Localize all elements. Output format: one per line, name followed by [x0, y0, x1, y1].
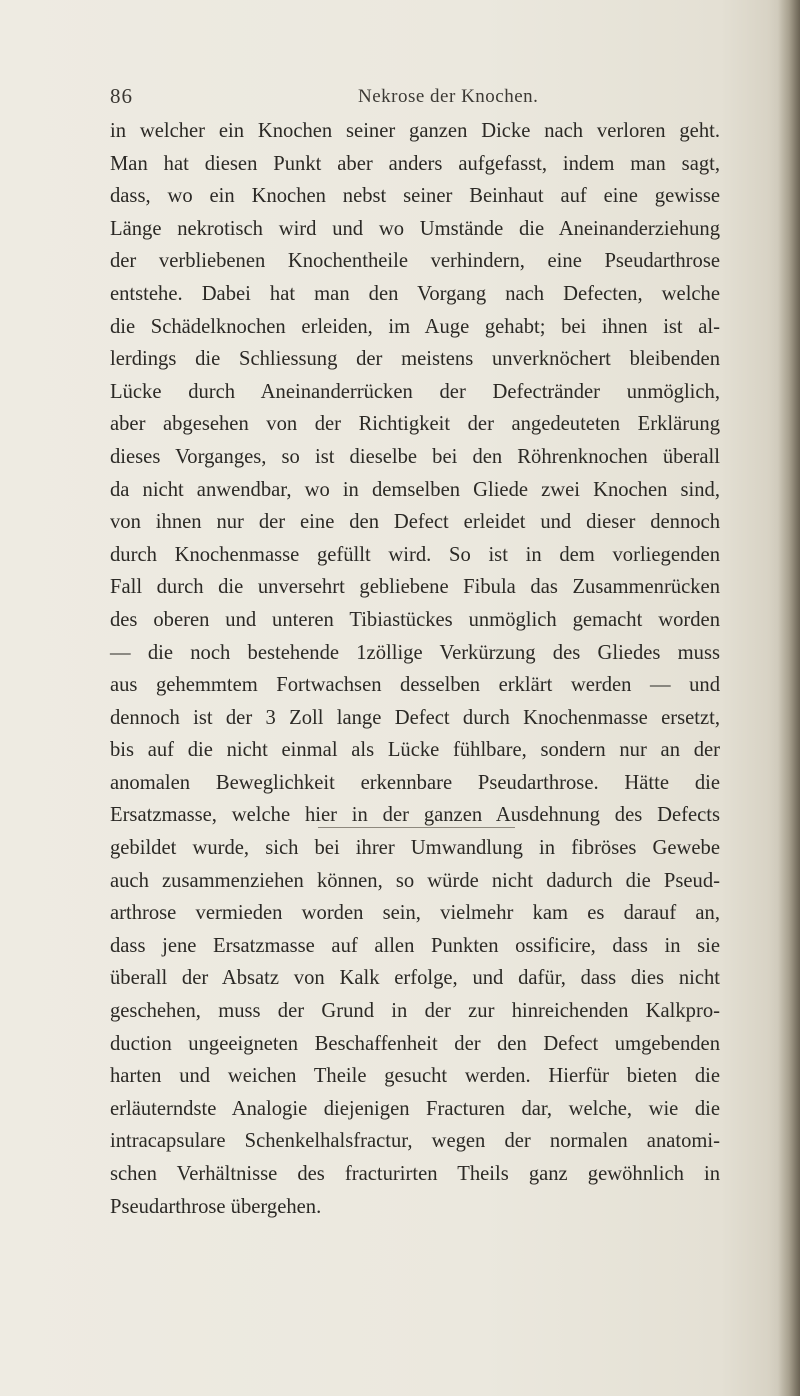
- text-line: Lücke durch Aneinanderrücken der Defectränder unmöglich,: [110, 380, 720, 403]
- text-line: aber abgesehen von der Richtigkeit der angedeuteten Erklärung: [110, 413, 720, 436]
- text-line: harten und weichen Theile gesucht werden. Hierfür bieten die: [110, 1065, 720, 1088]
- text-line: da nicht anwendbar, wo in demselben Gliede zwei Knochen sind,: [110, 478, 720, 501]
- text-line: dass, wo ein Knochen nebst seiner Beinhaut auf eine gewisse: [110, 185, 720, 208]
- text-line: dennoch ist der 3 Zoll lange Defect durch Knochenmasse ersetzt,: [110, 706, 720, 729]
- text-line: Man hat diesen Punkt aber anders aufgefasst, indem man sagt,: [110, 152, 720, 175]
- text-line: geschehen, muss der Grund in der zur hinreichenden Kalkpro-: [110, 1000, 720, 1023]
- text-line: arthrose vermieden worden sein, vielmehr kam es darauf an,: [110, 902, 720, 925]
- text-line: auch zusammenziehen können, so würde nicht dadurch die Pseud-: [110, 869, 720, 892]
- text-line: intracapsulare Schenkelhalsfractur, wegen der normalen anatomi-: [110, 1130, 720, 1153]
- page-edge-shadow: [778, 0, 800, 1396]
- text-line: die Schädelknochen erleiden, im Auge gehabt; bei ihnen ist al-: [110, 315, 720, 338]
- text-line: dieses Vorganges, so ist dieselbe bei den Röhrenknochen überall: [110, 445, 720, 468]
- text-line: schen Verhältnisse des fracturirten Theils ganz gewöhnlich in: [110, 1163, 720, 1185]
- text-line: dass jene Ersatzmasse auf allen Punkten ossificire, dass in sie: [110, 934, 720, 957]
- text-line: lerdings die Schliessung der meistens unverknöchert bleibenden: [110, 348, 720, 371]
- text-line: Ersatzmasse, welche hier in der ganzen Ausdehnung des Defects: [110, 804, 720, 827]
- text-line: von ihnen nur der eine den Defect erleidet und dieser dennoch: [110, 511, 720, 534]
- text-line: Fall durch die unversehrt gebliebene Fibula das Zusammenrücken: [110, 576, 720, 599]
- text-line: bis auf die nicht einmal als Lücke fühlbare, sondern nur an der: [110, 739, 720, 762]
- text-line: gebildet wurde, sich bei ihrer Umwandlung in fibröses Gewebe: [110, 837, 720, 860]
- text-line: erläuterndste Analogie diejenigen Fracturen dar, welche, wie die: [110, 1097, 720, 1120]
- text-line: duction ungeeigneten Beschaffenheit der den Defect umgebenden: [110, 1032, 720, 1055]
- text-line: Länge nekrotisch wird und wo Umstände die Aneinanderziehung: [110, 217, 720, 240]
- text-line: überall der Absatz von Kalk erfolge, und dafür, dass dies nicht: [110, 967, 720, 990]
- section-divider: [318, 827, 515, 828]
- text-line: der verbliebenen Knochentheile verhindern, eine Pseudarthrose: [110, 250, 720, 273]
- text-line: aus gehemmtem Fortwachsen desselben erklärt werden — und: [110, 674, 720, 697]
- text-line: anomalen Beweglichkeit erkennbare Pseudarthrose. Hätte die: [110, 771, 720, 794]
- page-number: 86: [110, 84, 133, 108]
- running-title: Nekrose der Knochen.: [358, 86, 539, 107]
- body-text: [110, 115, 720, 1223]
- text-line: — die noch bestehende 1zöllige Verkürzung des Gliedes muss: [110, 641, 720, 664]
- text-line: Pseudarthrose übergehen.: [110, 1195, 322, 1218]
- text-line: entstehe. Dabei hat man den Vorgang nach Defecten, welche: [110, 282, 720, 305]
- text-line: durch Knochenmasse gefüllt wird. So ist in dem vorliegenden: [110, 543, 720, 566]
- text-line: des oberen und unteren Tibiastückes unmöglich gemacht worden: [110, 608, 720, 631]
- page-header: [110, 84, 710, 114]
- text-line: in welcher ein Knochen seiner ganzen Dicke nach verloren geht.: [110, 120, 720, 142]
